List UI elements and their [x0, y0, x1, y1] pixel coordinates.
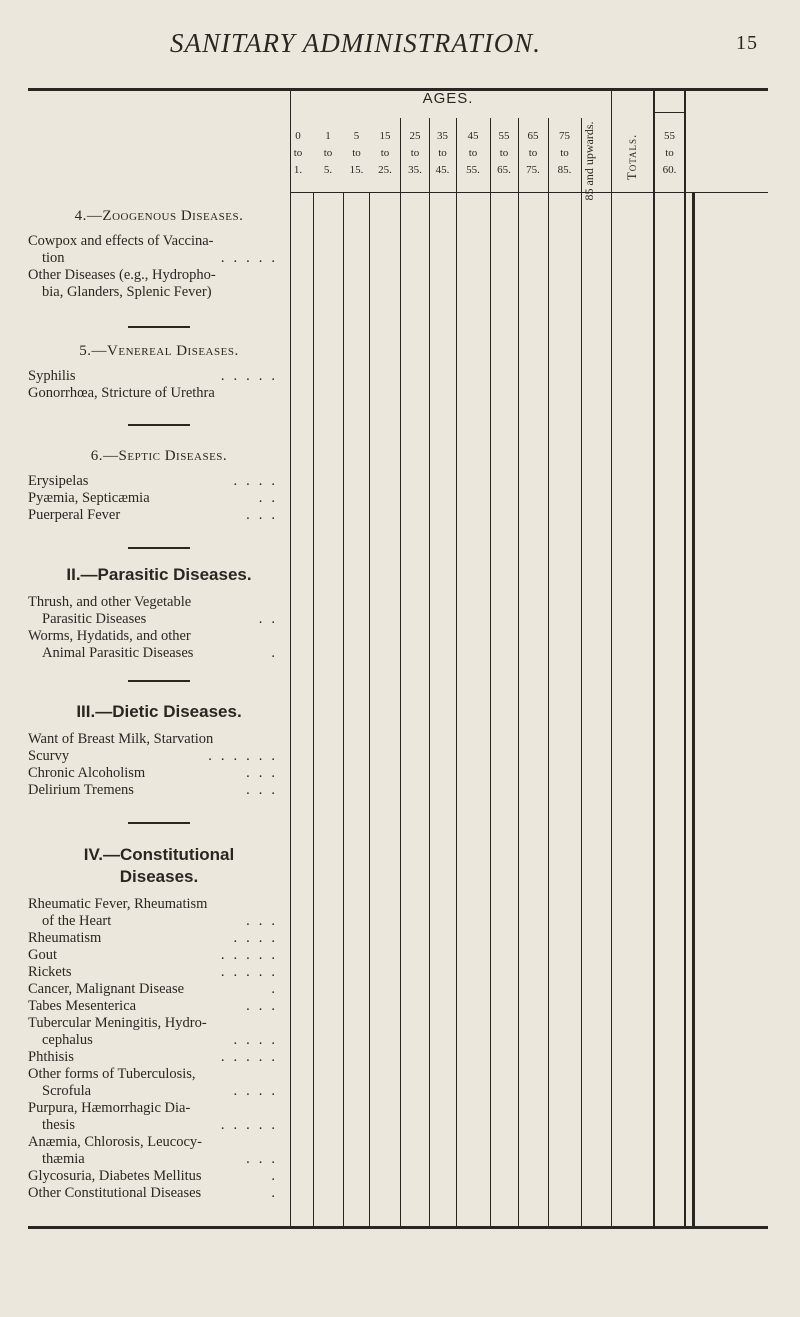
- list-item: [28, 964, 290, 981]
- age-to: 60.: [662, 164, 677, 176]
- page-number: 15: [736, 32, 758, 54]
- section-divider: [128, 822, 190, 824]
- list-item: [28, 1015, 290, 1049]
- leader-dots: .: [271, 1185, 284, 1201]
- age-col-35-45: [429, 128, 456, 179]
- col-rule: [654, 112, 684, 113]
- list-item: [28, 267, 290, 301]
- age-col-25-35: [401, 128, 429, 179]
- age-to: 1.: [293, 164, 303, 176]
- section-divider: [128, 424, 190, 426]
- section-constitutional: [28, 844, 290, 1202]
- leader-dots: .: [271, 981, 284, 997]
- col-rule: [653, 88, 655, 1228]
- age-from: 65: [527, 130, 539, 142]
- item-line: Thrush, and other Vegetable: [28, 594, 192, 610]
- mortality-table: [28, 88, 800, 1230]
- age-sep: to: [499, 147, 509, 159]
- age-to: 15.: [349, 164, 364, 176]
- running-header: [170, 28, 780, 68]
- ages-group-label: AGES.: [422, 90, 474, 107]
- leader-dots: .....: [220, 1049, 284, 1065]
- disease-list: [28, 88, 290, 1230]
- item-line: Tabes Mesenterica: [28, 998, 137, 1014]
- list-item: [28, 233, 290, 267]
- leader-dots: .....: [220, 250, 284, 266]
- leader-dots: .....: [220, 964, 284, 980]
- item-line: Delirium Tremens: [28, 782, 134, 798]
- age-to: 55.: [466, 164, 480, 176]
- item-line: Syphilis: [28, 368, 76, 384]
- section-title: 6.—Septic Diseases.: [90, 448, 228, 464]
- item-line: Other Diseases (e.g., Hydropho-: [28, 267, 216, 283]
- age-from: 75: [559, 130, 570, 142]
- col-rule: [611, 88, 612, 1228]
- list-item: [28, 1185, 290, 1202]
- leader-dots: ......: [208, 748, 284, 764]
- item-line: Phthisis: [28, 1049, 74, 1065]
- section-parasitic: [28, 564, 290, 662]
- list-item: [28, 981, 290, 998]
- age-from: 45: [467, 130, 479, 142]
- leader-dots: .....: [220, 1117, 284, 1133]
- age-from: 5: [353, 130, 360, 142]
- leader-dots: ...: [246, 765, 284, 781]
- section-dietic: [28, 701, 290, 799]
- section-divider: [128, 547, 190, 549]
- item-line: bia, Glanders, Splenic Fever): [42, 284, 212, 300]
- age-sep: to: [560, 147, 569, 159]
- leader-dots: ...: [246, 1151, 284, 1167]
- list-item: [28, 628, 290, 662]
- list-item: [28, 782, 290, 799]
- age-from: 35: [437, 130, 448, 142]
- col-rule: [581, 118, 582, 1228]
- item-line: Anæmia, Chlorosis, Leucocy-: [28, 1134, 202, 1150]
- age-from: 25: [409, 130, 421, 142]
- item-line: Rheumatism: [28, 930, 102, 946]
- section-title: III.—Dietic Diseases.: [76, 702, 242, 721]
- item-line: Scurvy: [28, 748, 70, 764]
- item-line: Tubercular Meningitis, Hydro-: [28, 1015, 207, 1031]
- item-line: Other forms of Tuberculosis,: [28, 1066, 196, 1082]
- item-line: Rickets: [28, 964, 72, 980]
- age-from: 0: [295, 130, 301, 142]
- item-line: Animal Parasitic Diseases: [42, 645, 194, 661]
- item-line: Puerperal Fever: [28, 507, 121, 523]
- list-item: [28, 1049, 290, 1066]
- col-rule: [684, 88, 686, 1228]
- section-title: II.—Parasitic Diseases.: [66, 565, 252, 584]
- leader-dots: ..: [258, 611, 284, 627]
- age-from: 55: [664, 130, 675, 142]
- col-totals: Totals.: [624, 133, 639, 181]
- age-col-65-75: [518, 128, 548, 179]
- col-rule: [429, 118, 430, 1228]
- col-rule: [518, 118, 519, 1228]
- leader-dots: ...: [246, 782, 284, 798]
- leader-dots: .: [271, 645, 284, 661]
- list-item: [28, 748, 290, 765]
- age-to: 25.: [378, 164, 392, 176]
- item-line: Want of Breast Milk, Starvation: [28, 731, 214, 747]
- age-sep: to: [323, 147, 333, 159]
- leader-dots: ....: [233, 1032, 284, 1048]
- item-line: Cowpox and effects of Vaccina-: [28, 233, 214, 249]
- item-line: Scrofula: [42, 1083, 92, 1099]
- item-line: Parasitic Diseases: [42, 611, 147, 627]
- leader-dots: ...: [246, 998, 284, 1014]
- list-item: [28, 1100, 290, 1134]
- age-col-55-65: [490, 128, 518, 179]
- section-divider: [128, 680, 190, 682]
- age-to: 45.: [435, 164, 450, 176]
- age-to: 75.: [526, 164, 540, 176]
- item-line: Rheumatic Fever, Rheumatism: [28, 896, 208, 912]
- section-septic: [28, 448, 290, 524]
- age-to: 65.: [497, 164, 511, 176]
- section-title: 4.—Zoogenous Diseases.: [74, 208, 244, 224]
- age-sep: to: [380, 147, 390, 159]
- age-to: 85.: [557, 164, 572, 176]
- list-item: [28, 765, 290, 782]
- item-line: Gonorrhœa, Stricture of Urethra: [28, 385, 215, 401]
- age-col-15-25: [370, 128, 400, 179]
- extra-col-55-60: [655, 128, 684, 179]
- age-sep: to: [528, 147, 538, 159]
- age-col-1-5: [313, 128, 343, 179]
- age-sep: to: [468, 147, 478, 159]
- age-sep: to: [410, 147, 420, 159]
- leader-dots: .....: [220, 368, 284, 384]
- age-from: 55: [498, 130, 510, 142]
- age-from: 1: [325, 130, 331, 142]
- leader-dots: .....: [220, 947, 284, 963]
- section-divider: [128, 326, 190, 328]
- section-venereal: [28, 343, 290, 402]
- list-item: [28, 896, 290, 930]
- col-rule: [369, 193, 370, 1228]
- age-sep: to: [438, 147, 447, 159]
- item-line: Other Constitutional Diseases: [28, 1185, 202, 1201]
- leader-dots: ....: [233, 930, 284, 946]
- item-line: of the Heart: [42, 913, 112, 929]
- age-col-5-15: [343, 128, 370, 179]
- item-line: Cancer, Malignant Disease: [28, 981, 185, 997]
- age-sep: to: [352, 147, 361, 159]
- list-item: [28, 368, 290, 385]
- item-line: Pyæmia, Septicæmia: [28, 490, 150, 506]
- age-sep: to: [293, 147, 303, 159]
- item-line: thæmia: [42, 1151, 85, 1167]
- leader-dots: ....: [233, 473, 284, 489]
- col-rule: [548, 118, 549, 1228]
- list-item: [28, 490, 290, 507]
- list-item: [28, 594, 290, 628]
- list-item: [28, 385, 290, 402]
- section-zoogenous: [28, 208, 290, 301]
- col-rule: [490, 118, 491, 1228]
- age-from: 15: [379, 130, 391, 142]
- item-line: tion: [42, 250, 65, 266]
- list-item: [28, 731, 290, 748]
- list-item: [28, 507, 290, 524]
- list-item: [28, 473, 290, 490]
- running-head-title: SANITARY ADMINISTRATION.: [170, 28, 542, 58]
- age-sep: to: [665, 147, 674, 159]
- list-item: [28, 998, 290, 1015]
- list-item: [28, 930, 290, 947]
- item-line: Chronic Alcoholism: [28, 765, 146, 781]
- age-to: 5.: [323, 164, 333, 176]
- section-title: IV.—Constitutional Diseases.: [83, 845, 235, 886]
- item-line: Erysipelas: [28, 473, 89, 489]
- col-rule: [400, 118, 401, 1228]
- leader-dots: ..: [258, 490, 284, 506]
- col-rule: [692, 193, 695, 1228]
- leader-dots: ...: [246, 913, 284, 929]
- list-item: [28, 1168, 290, 1185]
- item-line: Purpura, Hæmorrhagic Dia-: [28, 1100, 191, 1116]
- leader-dots: .: [271, 1168, 284, 1184]
- list-item: [28, 947, 290, 964]
- col-rule: [313, 193, 314, 1228]
- age-col-45-55: [456, 128, 490, 179]
- item-line: thesis: [42, 1117, 76, 1133]
- col-rule: [456, 118, 457, 1228]
- col-rule: [290, 88, 291, 1228]
- col-rule: [343, 193, 344, 1228]
- leader-dots: ....: [233, 1083, 284, 1099]
- list-item: [28, 1066, 290, 1100]
- col-85-upwards: 85 and upwards.: [582, 121, 596, 201]
- item-line: Gout: [28, 947, 57, 963]
- age-to: 35.: [408, 164, 422, 176]
- item-line: Worms, Hydatids, and other: [28, 628, 191, 644]
- age-col-75-85: [548, 128, 581, 179]
- item-line: cephalus: [42, 1032, 93, 1048]
- leader-dots: ...: [246, 507, 284, 523]
- list-item: [28, 1134, 290, 1168]
- section-title: 5.—Venereal Diseases.: [79, 343, 239, 359]
- item-line: Glycosuria, Diabetes Mellitus: [28, 1168, 202, 1184]
- header-rule: [290, 192, 768, 193]
